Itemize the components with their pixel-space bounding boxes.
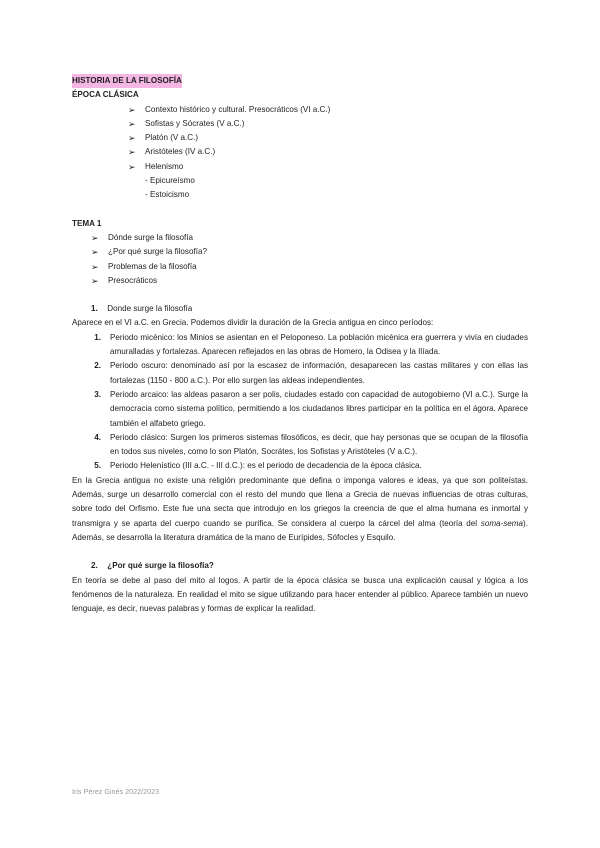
document-subtitle: ÉPOCA CLÁSICA	[72, 90, 139, 100]
outline-item: ➢ Helenismo	[128, 160, 528, 174]
section-heading-1: 1. Donde surge la filosofía	[91, 304, 193, 314]
tema-title: TEMA 1	[72, 218, 102, 228]
arrow-bullet-icon: ➢	[91, 247, 99, 258]
page-footer: Iris Pérez Ginés 2022/2023	[72, 787, 160, 796]
section-1-paragraph: En la Grecia antigua no existe una religión predominante que defina o imponga valores e ideas, ya que son politeístas. Además, surge un desarrollo comercial con el resto del mundo que llena a Grecia de nuevas influencias de otras culturas, sobre todo del Orfismo. Este fue una secta que introdujo en los griegos la creencia de que el alma humana es inmortal y transmigra y se aparta del cuerpo cuando se purifica. Se considera al cuerpo la cárcel del alma (teoría del soma-sema). Además, se desarrolla la literatura dramática de la mano de Eurípides, Sófocles y Esquilo.	[72, 475, 528, 542]
outline-item: ➢ Aristóteles (IV a.C.)	[128, 145, 528, 159]
tema-item: ➢ Problemas de la filosofía	[91, 260, 528, 274]
arrow-bullet-icon: ➢	[91, 261, 99, 272]
document-body	[72, 74, 528, 616]
arrow-bullet-icon: ➢	[128, 104, 136, 115]
section-heading-2: 2. ¿Por qué surge la filosofía?	[91, 561, 214, 571]
tema-item: ➢ Dónde surge la filosofía	[91, 231, 528, 245]
arrow-bullet-icon: ➢	[128, 147, 136, 158]
period-item: 3. Periodo arcaico: las aldeas pasaron a ser polis, ciudades estado con capacidad de autogobierno (VI a.C.). Surge la democracia como sistema político, permitiendo a los ciudadanos libres participar en la política en el ágora. Aparece también el alfabeto griego.	[94, 389, 528, 428]
section-2-paragraph: En teoría se debe al paso del mito al logos. A partir de la época clásica se busca una explicación causal y lógica a los fenómenos de la naturaleza. En realidad el mito se sigue utilizando para hacer entender al público. Aparece también un nuevo lenguaje, es decir, nuevas palabras y formas de explicar la realidad.	[72, 575, 528, 614]
tema-item: ➢ Presocráticos	[91, 274, 528, 288]
arrow-bullet-icon: ➢	[91, 232, 99, 243]
period-item: 5. Periodo Helenístico (III a.C. - III d.C.): es el periodo de decadencia de la época clásica.	[94, 461, 422, 471]
arrow-bullet-icon: ➢	[128, 118, 136, 129]
tema-item: ➢ ¿Por qué surge la filosofía?	[91, 245, 528, 259]
outline-subitem: - Epicureísmo	[145, 176, 195, 186]
arrow-bullet-icon: ➢	[128, 133, 136, 144]
arrow-bullet-icon: ➢	[91, 275, 99, 286]
outline-item: ➢ Contexto histórico y cultural. Presocráticos (VI a.C.)	[128, 103, 528, 117]
period-item: 1. Periodo micénico: los Minios se asientan en el Peloponeso. La población micénica era guerrera y vivía en ciudades amuralladas y fortalezas. Aparecen reflejados en las obras de Homero, la Odisea y la Ilíada.	[94, 332, 528, 357]
period-item: 4. Periodo clásico: Surgen los primeros sistemas filosóficos, es decir, que hay personas que se ocupan de la filosofía en todos sus niveles, como lo son Platón, Socrátes, los Sofistas y Aristóteles (V a.C.).	[94, 432, 528, 457]
outline-item: ➢ Sofistas y Sócrates (V a.C.)	[128, 117, 528, 131]
epoch-outline	[128, 103, 528, 203]
arrow-bullet-icon: ➢	[128, 161, 136, 172]
outline-item: ➢ Platón (V a.C.)	[128, 131, 528, 145]
section-1-intro: Aparece en el VI a.C. en Grecia. Podemos dividir la duración de la Grecia antigua en cinco períodos:	[72, 318, 434, 328]
periods-list	[72, 331, 528, 474]
tema-outline	[91, 231, 528, 288]
period-item: 2. Periodo oscuro: denominado así por la escasez de información, desaparecen las castas militares y con ellas las fortalezas (1150 - 800 a.C.). Por ello surgen las aldeas independientes.	[94, 361, 528, 385]
document-title: HISTORIA DE LA FILOSOFÍA	[72, 74, 182, 88]
outline-subitem: - Estoicismo	[145, 190, 190, 200]
